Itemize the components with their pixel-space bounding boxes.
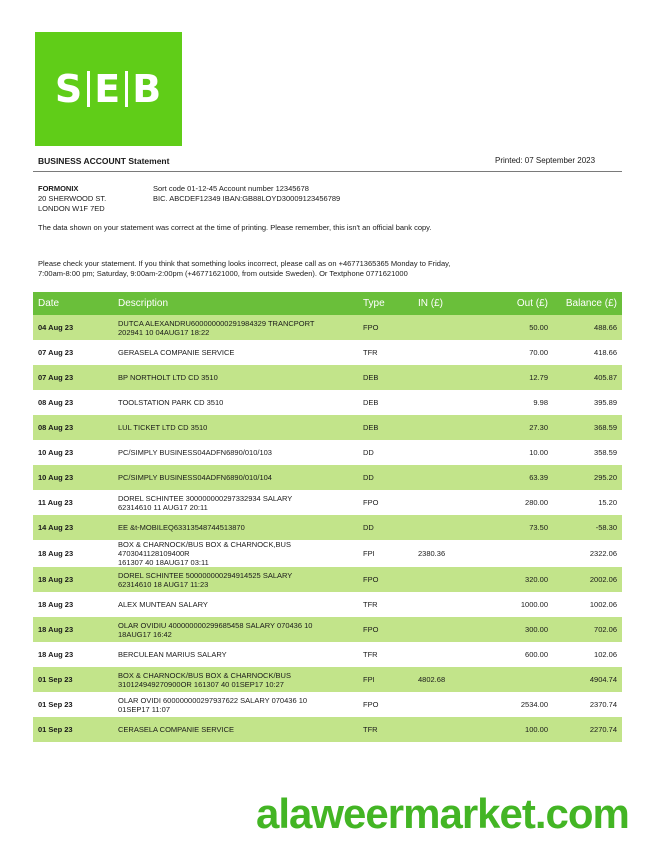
cell-in — [413, 617, 483, 642]
table-row — [33, 340, 622, 365]
cell-balance: 2370.74 — [589, 700, 617, 709]
cell-out: 9.98 — [533, 398, 548, 407]
sort-code-account-number: Sort code 01-12-45 Account number 12345678 — [153, 184, 309, 193]
logo-letter-b: B — [132, 67, 163, 111]
cell-balance: 1002.06 — [589, 600, 617, 609]
cell-balance: 702.06 — [553, 617, 622, 642]
cell-type: TFR — [363, 600, 378, 609]
table-row — [33, 440, 622, 465]
cell-in: 4802.68 — [413, 667, 483, 692]
cell-type: DEB — [358, 365, 413, 390]
cell-description: LUL TICKET LTD CD 3510 — [113, 415, 358, 440]
cell-in — [413, 465, 483, 490]
cell-out — [483, 667, 553, 692]
col-header-in: IN (£) — [413, 292, 483, 315]
cell-type: TFR — [358, 717, 413, 742]
cell-type: DEB — [358, 415, 413, 440]
cell-balance: 15.20 — [598, 498, 617, 507]
company-name: FORMONIX — [38, 184, 79, 193]
cell-type: FPO — [363, 700, 379, 709]
logo-wordmark — [55, 67, 162, 111]
col-header-type: Type — [358, 292, 413, 315]
cell-in: 2380.36 — [418, 549, 446, 558]
table-row — [33, 567, 622, 592]
table-row — [33, 315, 622, 340]
cell-out: 100.00 — [483, 717, 553, 742]
cell-out: 300.00 — [483, 617, 553, 642]
account-details — [153, 184, 340, 204]
cell-type: FPO — [358, 617, 413, 642]
transactions-table — [33, 292, 622, 742]
cell-date: 07 Aug 23 — [38, 348, 74, 357]
cell-type: FPI — [358, 667, 413, 692]
cell-date: 18 Aug 23 — [38, 650, 74, 659]
col-header-out: Out (£) — [483, 292, 553, 315]
cell-date: 10 Aug 23 — [33, 465, 113, 490]
cell-date: 14 Aug 23 — [33, 515, 113, 540]
cell-description: DOREL SCHINTEE 500000000294914525 SALARY 62314610 18 AUG17 11:23 — [113, 567, 358, 592]
cell-balance: 2002.06 — [553, 567, 622, 592]
table-header-row — [33, 292, 622, 315]
cell-balance: 368.59 — [553, 415, 622, 440]
table-row — [33, 717, 622, 742]
cell-balance: 4904.74 — [553, 667, 622, 692]
table-row — [33, 642, 622, 667]
cell-description: BERCULEAN MARIUS SALARY — [118, 650, 227, 659]
cell-type: DD — [363, 448, 374, 457]
col-header-description: Description — [113, 292, 358, 315]
cell-in — [413, 365, 483, 390]
statement-title: BUSINESS ACCOUNT Statement — [38, 156, 170, 166]
cell-date: 01 Sep 23 — [33, 667, 113, 692]
cell-description: BP NORTHOLT LTD CD 3510 — [113, 365, 358, 390]
cell-type: FPO — [358, 567, 413, 592]
cell-out: 280.00 — [525, 498, 548, 507]
table-row — [33, 390, 622, 415]
table-row — [33, 490, 622, 515]
cell-type: TFR — [363, 348, 378, 357]
cell-date: 01 Sep 23 — [38, 700, 73, 709]
address-line-1: 20 SHERWOOD ST. — [38, 194, 107, 203]
cell-in — [413, 490, 483, 515]
cell-out: 73.50 — [483, 515, 553, 540]
table-row — [33, 415, 622, 440]
table-row — [33, 465, 622, 490]
printed-date: Printed: 07 September 2023 — [495, 156, 596, 165]
cell-type: FPO — [358, 315, 413, 340]
cell-in — [413, 440, 483, 465]
cell-out: 27.30 — [483, 415, 553, 440]
cell-in — [413, 515, 483, 540]
data-notice: The data shown on your statement was correct at the time of printing. Please remember, this isn't an official bank copy. — [38, 223, 432, 232]
table-row — [33, 515, 622, 540]
cell-type: FPI — [363, 549, 375, 558]
cell-out: 50.00 — [483, 315, 553, 340]
logo-divider — [125, 71, 128, 107]
cell-out: 600.00 — [525, 650, 548, 659]
cell-description: PC/SIMPLY BUSINESS04ADFN6890/010/104 — [113, 465, 358, 490]
cell-in — [413, 592, 483, 617]
cell-out: 12.79 — [483, 365, 553, 390]
cell-balance: 102.06 — [594, 650, 617, 659]
cell-description: OLAR OVIDIU 400000000299685458 SALARY 070436 10 18AUG17 16:42 — [113, 617, 358, 642]
cell-out: 70.00 — [529, 348, 548, 357]
cell-date: 18 Aug 23 — [38, 600, 74, 609]
cell-balance: 358.59 — [594, 448, 617, 457]
cell-in — [413, 692, 483, 717]
cell-out: 10.00 — [529, 448, 548, 457]
watermark-text: alaweermarket.com — [256, 790, 629, 837]
cell-in — [413, 642, 483, 667]
cell-date: 10 Aug 23 — [38, 448, 74, 457]
logo-divider — [87, 71, 90, 107]
cell-out: 2534.00 — [520, 700, 548, 709]
cell-balance: 295.20 — [553, 465, 622, 490]
cell-description: BOX & CHARNOCK/BUS BOX & CHARNOCK,BUS 4703041128109400R 161307 40 18AUG17 03:11 — [118, 540, 291, 567]
cell-description: CERASELA COMPANIE SERVICE — [113, 717, 358, 742]
col-header-date: Date — [33, 292, 113, 315]
transactions-body — [33, 315, 622, 742]
cell-in — [413, 717, 483, 742]
cell-date: 18 Aug 23 — [38, 549, 74, 558]
cell-description: BOX & CHARNOCK/BUS BOX & CHARNOCK/BUS 310124949270900OR 161307 40 01SEP17 10:27 — [113, 667, 358, 692]
cell-in — [413, 315, 483, 340]
cell-date: 18 Aug 23 — [33, 617, 113, 642]
cell-date: 04 Aug 23 — [33, 315, 113, 340]
cell-description: DOREL SCHINTEE 300000000297332934 SALARY 62314610 11 AUG17 20:11 — [118, 493, 293, 512]
cell-type: DD — [358, 465, 413, 490]
cell-date: 08 Aug 23 — [38, 398, 74, 407]
cell-out: 1000.00 — [520, 600, 548, 609]
cell-out: 63.39 — [483, 465, 553, 490]
cell-date: 07 Aug 23 — [33, 365, 113, 390]
bic-iban: BIC. ABCDEF12349 IBAN:GB88LOYD30009123456789 — [153, 194, 341, 203]
address-line-2: LONDON W1F 7ED — [38, 204, 105, 213]
cell-balance: 418.66 — [594, 348, 617, 357]
cell-balance: -58.30 — [553, 515, 622, 540]
cell-out: 320.00 — [483, 567, 553, 592]
cell-description: EE &t-MOBILEQ63313548744513870 — [113, 515, 358, 540]
cell-description: ALEX MUNTEAN SALARY — [118, 600, 208, 609]
cell-balance: 2270.74 — [553, 717, 622, 742]
cell-type: FPO — [363, 498, 379, 507]
table-row — [33, 365, 622, 390]
cell-in — [413, 390, 483, 415]
check-statement-text: Please check your statement. If you think that something looks incorrect, please call as on +46771365365 Monday to Friday, 7:00am-8:00 pm; Saturday, 9:00am-2:00pm (+46771621000, from outside Sweden). Or Textphone 0771621000 — [38, 259, 451, 278]
cell-balance: 395.89 — [594, 398, 617, 407]
header-divider — [33, 171, 622, 172]
cell-date: 08 Aug 23 — [33, 415, 113, 440]
cell-balance: 405.87 — [553, 365, 622, 390]
cell-out — [483, 540, 553, 567]
col-header-balance: Balance (£) — [553, 292, 622, 315]
cell-type: TFR — [363, 650, 378, 659]
cell-balance: 488.66 — [553, 315, 622, 340]
table-row — [33, 540, 622, 567]
cell-in — [413, 340, 483, 365]
table-row — [33, 617, 622, 642]
cell-type: DD — [358, 515, 413, 540]
cell-description: DUTCA ALEXANDRU600000000291984329 TRANCPORT 202941 10 04AUG17 18:22 — [113, 315, 358, 340]
cell-date: 11 Aug 23 — [38, 498, 73, 507]
cell-description: GERASELA COMPANIE SERVICE — [118, 348, 235, 357]
logo-letter-s: S — [54, 67, 84, 111]
cell-in — [413, 567, 483, 592]
cell-description: OLAR OVIDI 600000000297937622 SALARY 070436 10 01SEP17 11:07 — [118, 695, 308, 714]
cell-description: PC/SIMPLY BUSINESS04ADFN6890/010/103 — [118, 448, 272, 457]
cell-date: 18 Aug 23 — [33, 567, 113, 592]
cell-balance: 2322.06 — [589, 549, 617, 558]
cell-description: TOOLSTATION PARK CD 3510 — [118, 398, 224, 407]
table-row — [33, 692, 622, 717]
cell-type: DEB — [363, 398, 379, 407]
logo-letter-e: E — [94, 67, 122, 111]
seb-logo — [35, 32, 182, 146]
cell-date: 01 Sep 23 — [33, 717, 113, 742]
cell-in — [413, 415, 483, 440]
table-row — [33, 667, 622, 692]
customer-address — [38, 184, 106, 214]
table-row — [33, 592, 622, 617]
